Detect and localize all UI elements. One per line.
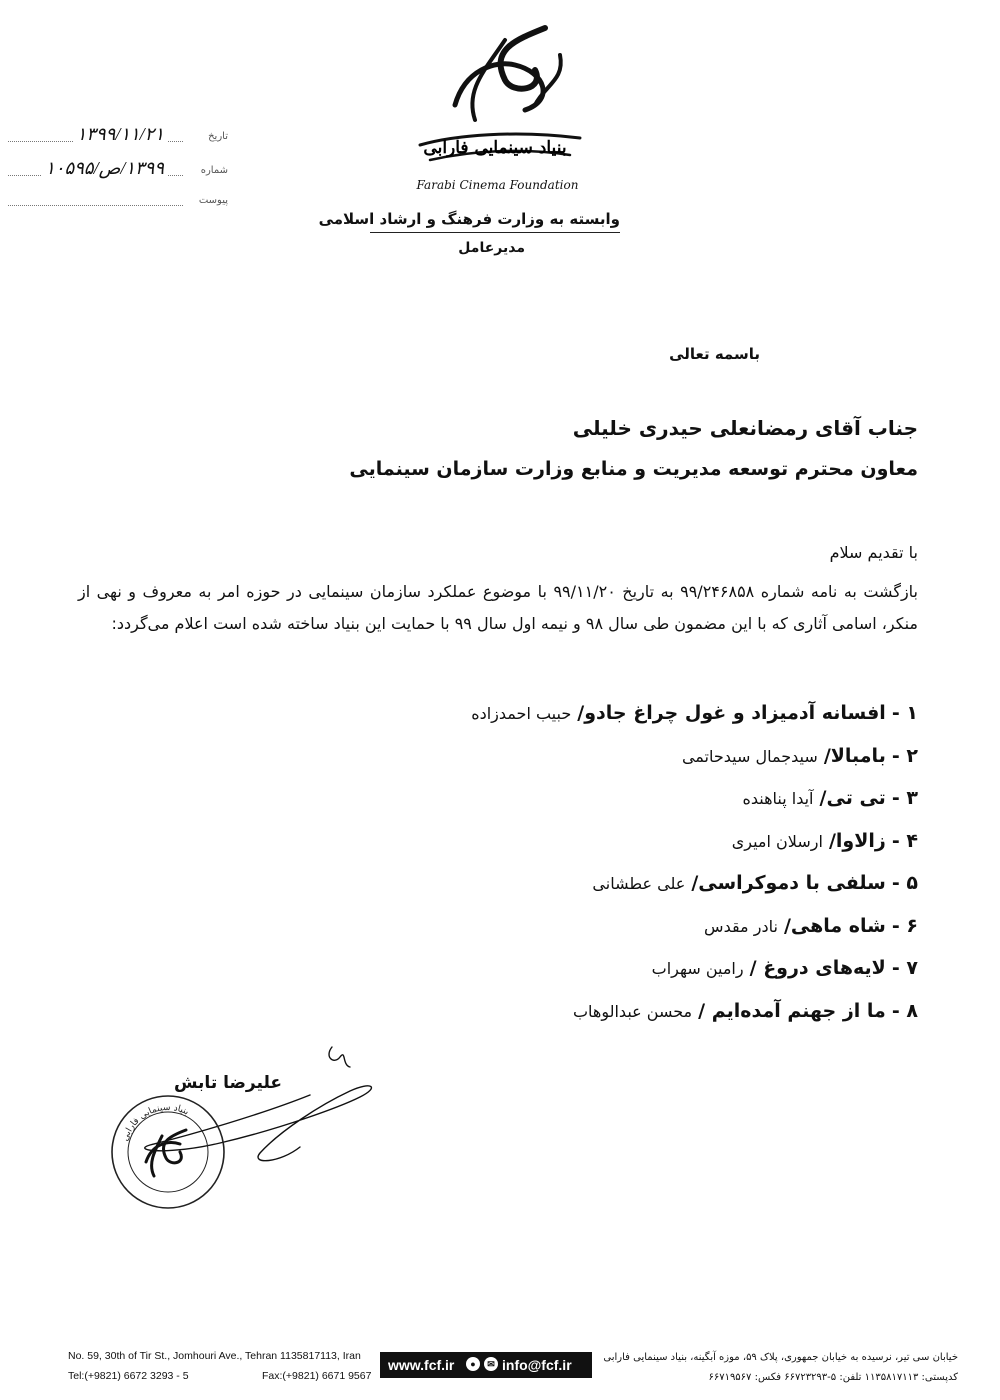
list-item: ۶ - شاه ماهی/ نادر مقدس — [704, 914, 918, 937]
website-link[interactable]: www.fcf.ir — [388, 1357, 455, 1373]
list-item: ۳ - تی تی/ آیدا پناهنده — [742, 787, 918, 809]
addressee-name: جناب آقای رمضانعلی حیدری خلیلی — [572, 416, 918, 440]
footer-fax-en: Fax:(+9821) 6671 9567 — [262, 1370, 372, 1382]
attachment-field — [8, 192, 228, 214]
date-label: تاریخ — [208, 131, 228, 142]
attachment-label: پیوست — [198, 195, 228, 206]
footer-address-fa: خیابان سی تیر، نرسیده به خیابان جمهوری، پلاک ۵۹، موزه آبگینه، بنیاد سینمایی فارابی — [603, 1352, 958, 1363]
date-field — [8, 124, 228, 150]
stamp-text: بنیاد سینمایی فارابی — [120, 1102, 191, 1143]
footer — [0, 1340, 1000, 1400]
letter-body: بازگشت به نامه شماره ۹۹/۲۴۶۸۵۸ به تاریخ ۹۹/۱۱/۲۰ با موضوع عملکرد سازمان سینمایی در حوزه امر به معروف و نهی از منکر، اسامی آثاری که با این مضمون طی سال ۹۸ و نیمه اول سال ۹۹ با حمایت این بنیاد ساخته شده است اعلام می‌گردد: — [78, 582, 918, 633]
logo-text: بنیاد سینمایی فارابی — [423, 138, 567, 158]
official-stamp — [108, 1092, 228, 1212]
number-label: شماره — [200, 165, 228, 176]
svg-text:بنیاد سینمایی فارابی — [121, 1103, 191, 1143]
greeting: با تقدیم سلام — [829, 543, 918, 562]
footer-phone-fa: کدپستی: ۱۱۳۵۸۱۷۱۱۳ تلفن: ۵-۶۶۷۲۳۲۹۳ فکس: ۶۶۷۱۹۵۶۷ — [708, 1372, 958, 1383]
footer-address-en: No. 59, 30th of Tir St., Jomhouri Ave., Tehran 1135817113, Iran — [68, 1350, 361, 1362]
number-value: ۱۳۹۹/ص/۱۰۵۹۵ — [41, 158, 168, 179]
email-link[interactable]: info@fcf.ir — [502, 1357, 572, 1373]
footer-tel-en: Tel:(+9821) 6672 3293 - 5 — [68, 1370, 189, 1382]
number-field — [8, 158, 228, 184]
list-item: ۲ - بامبالا/ سیدجمال سیدحاتمی — [681, 744, 918, 767]
list-item: ۵ - سلفی با دموکراسی/ علی عطشانی — [592, 872, 918, 894]
signer-name: علیرضا تابش — [174, 1073, 282, 1093]
position-title: مدیرعامل — [458, 240, 525, 256]
list-item: ۴ - زالاوا/ ارسلان امیری — [731, 829, 918, 852]
calligraphic-logo-icon — [395, 10, 595, 195]
list-item: ۱ - افسانه آدمیزاد و غول چراغ جادو/ حبیب احمدزاده — [471, 702, 918, 724]
globe-icon: ● — [466, 1357, 480, 1371]
list-item: ۸ - ما از جهنم آمده‌ایم / محسن عبدالوهاب — [572, 999, 918, 1022]
footer-contact-bar — [380, 1352, 592, 1378]
invocation: باسمه تعالی — [669, 345, 760, 363]
affiliation: وابسته به وزارت فرهنگ و ارشاد اسلامی — [318, 210, 620, 228]
film-list — [78, 692, 918, 1032]
foundation-logo — [395, 10, 595, 195]
english-name: Farabi Cinema Foundation — [416, 178, 579, 192]
stamp-seal-icon — [108, 1092, 228, 1212]
divider — [370, 232, 620, 233]
date-value: ۱۳۹۹/۱۱/۲۱ — [73, 124, 168, 145]
addressee-title: معاون محترم توسعه مدیریت و منابع وزارت سازمان سینمایی — [349, 458, 918, 480]
mail-icon: ✉ — [484, 1357, 498, 1371]
list-item: ۷ - لایه‌های دروغ / رامین سهراب — [651, 957, 918, 979]
